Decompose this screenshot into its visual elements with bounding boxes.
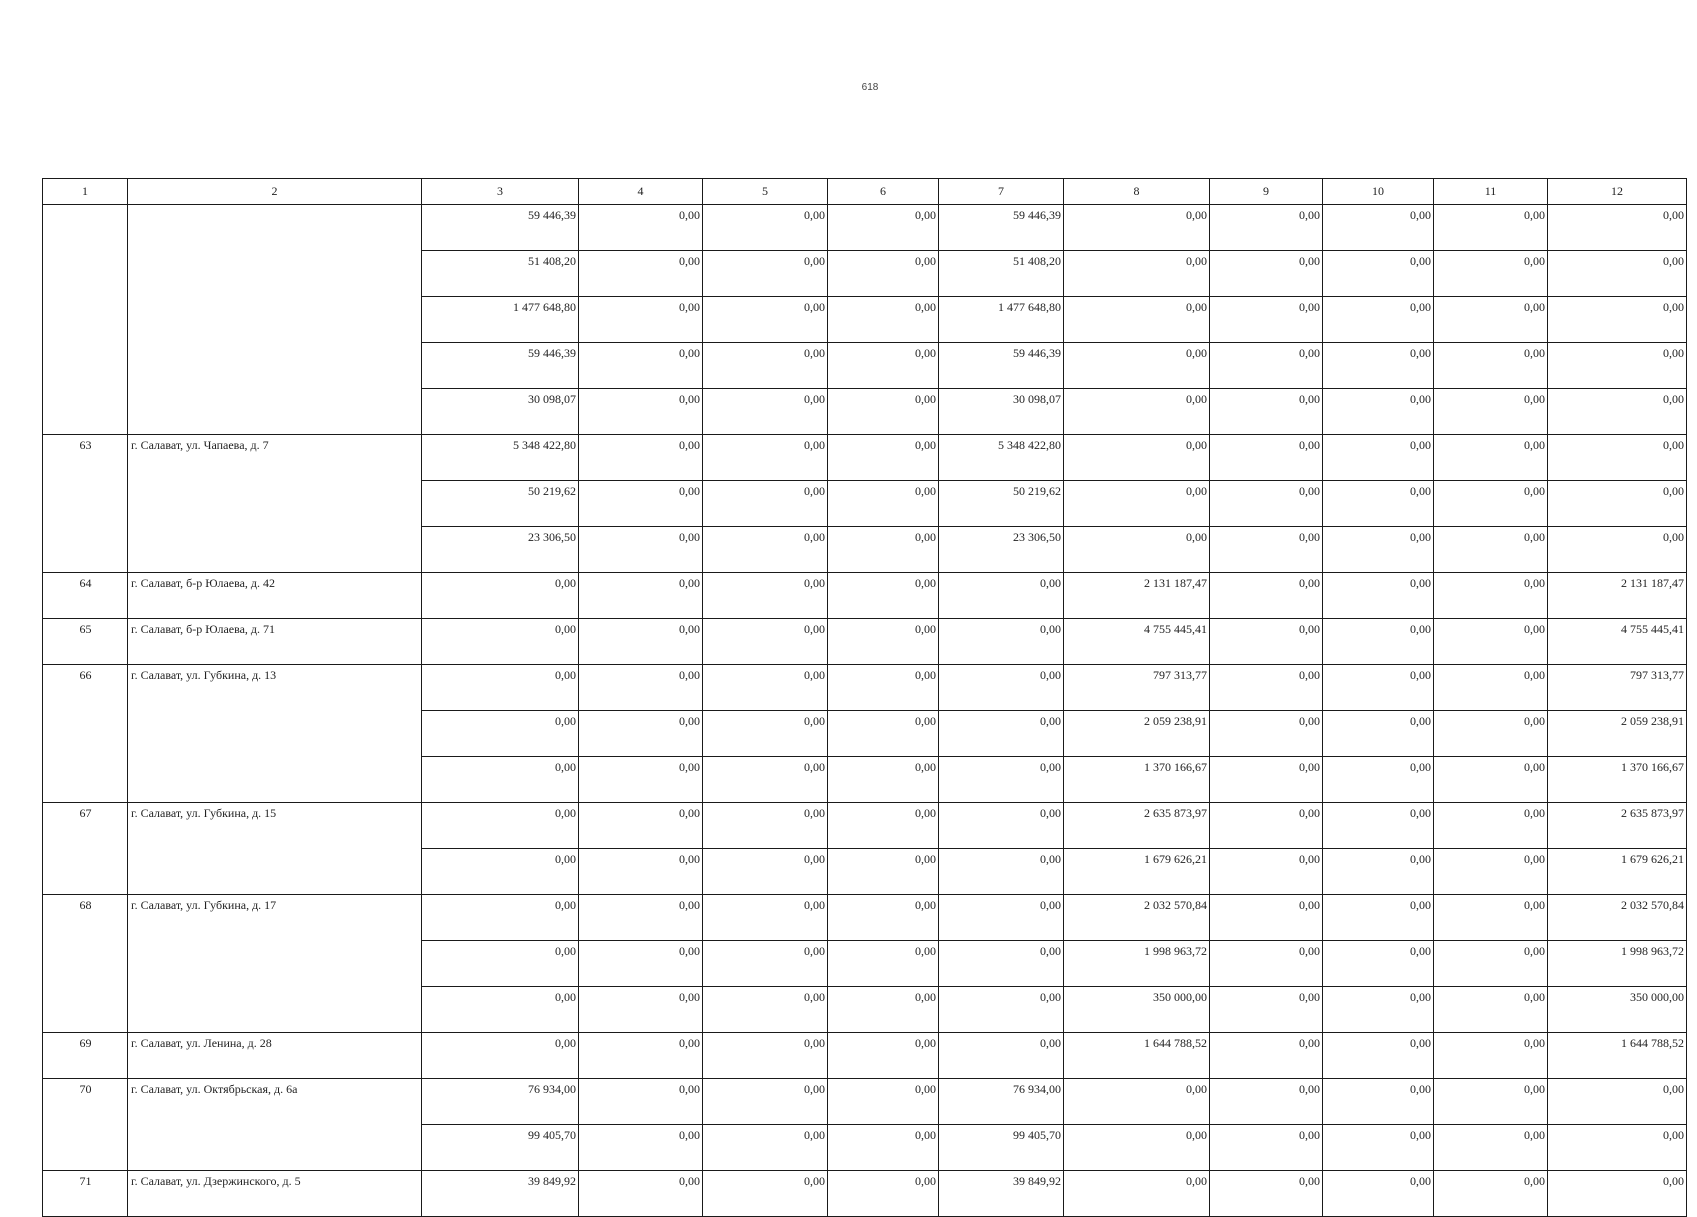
amount-cell: 0,00	[579, 527, 703, 573]
amount-cell: 0,00	[579, 251, 703, 297]
row-number-cell: 69	[43, 1033, 128, 1079]
column-header: 7	[939, 179, 1064, 205]
table-row	[43, 1033, 1687, 1079]
amount-cell: 0,00	[703, 251, 828, 297]
row-number-cell: 64	[43, 573, 128, 619]
amount-cell: 0,00	[1548, 251, 1687, 297]
amount-cell: 0,00	[1064, 297, 1210, 343]
amount-cell: 0,00	[1210, 1033, 1323, 1079]
amount-cell: 0,00	[939, 665, 1064, 711]
amount-cell: 0,00	[939, 619, 1064, 665]
column-header: 6	[828, 179, 939, 205]
amount-cell: 0,00	[1434, 1171, 1548, 1217]
row-number-cell: 65	[43, 619, 128, 665]
amount-cell: 0,00	[579, 1033, 703, 1079]
amount-cell: 0,00	[703, 481, 828, 527]
amount-cell: 0,00	[939, 573, 1064, 619]
amount-cell: 0,00	[1323, 573, 1434, 619]
amount-cell: 0,00	[939, 1033, 1064, 1079]
address-cell: г. Салават, ул. Чапаева, д. 7	[128, 435, 422, 573]
amount-cell: 0,00	[579, 665, 703, 711]
amount-cell: 350 000,00	[1548, 987, 1687, 1033]
amount-cell: 76 934,00	[422, 1079, 579, 1125]
amount-cell: 0,00	[1434, 251, 1548, 297]
amount-cell: 2 059 238,91	[1548, 711, 1687, 757]
amount-cell: 0,00	[579, 573, 703, 619]
amount-cell: 0,00	[828, 481, 939, 527]
amount-cell: 0,00	[1210, 757, 1323, 803]
amount-cell: 0,00	[828, 987, 939, 1033]
amount-cell: 2 032 570,84	[1064, 895, 1210, 941]
amount-cell: 0,00	[703, 711, 828, 757]
amount-cell: 0,00	[1434, 389, 1548, 435]
amount-cell: 0,00	[1323, 389, 1434, 435]
column-header: 12	[1548, 179, 1687, 205]
row-number-cell: 63	[43, 435, 128, 573]
amount-cell: 0,00	[1548, 1125, 1687, 1171]
amount-cell: 0,00	[1434, 1125, 1548, 1171]
amount-cell: 0,00	[579, 757, 703, 803]
amount-cell: 0,00	[828, 527, 939, 573]
amount-cell: 0,00	[1323, 205, 1434, 251]
amount-cell: 0,00	[1434, 297, 1548, 343]
amount-cell: 0,00	[1434, 1079, 1548, 1125]
amount-cell: 0,00	[422, 987, 579, 1033]
row-number-cell: 66	[43, 665, 128, 803]
amount-cell: 1 370 166,67	[1064, 757, 1210, 803]
amount-cell: 2 635 873,97	[1064, 803, 1210, 849]
amount-cell: 0,00	[1434, 1033, 1548, 1079]
address-cell: г. Салават, б-р Юлаева, д. 71	[128, 619, 422, 665]
amount-cell: 0,00	[828, 849, 939, 895]
page-number: 618	[861, 82, 879, 93]
row-number-cell: 68	[43, 895, 128, 1033]
table-row	[43, 435, 1687, 481]
amount-cell: 0,00	[703, 573, 828, 619]
amount-cell: 0,00	[1323, 1125, 1434, 1171]
amount-cell: 0,00	[828, 389, 939, 435]
amount-cell: 0,00	[1323, 941, 1434, 987]
amount-cell: 0,00	[703, 849, 828, 895]
amount-cell: 0,00	[1434, 573, 1548, 619]
amount-cell: 0,00	[1434, 987, 1548, 1033]
amount-cell: 0,00	[828, 665, 939, 711]
amount-cell: 0,00	[1323, 849, 1434, 895]
amount-cell: 0,00	[1548, 481, 1687, 527]
amount-cell: 0,00	[939, 803, 1064, 849]
amount-cell: 0,00	[1434, 803, 1548, 849]
amount-cell: 0,00	[422, 803, 579, 849]
column-header: 2	[128, 179, 422, 205]
amount-cell: 0,00	[939, 711, 1064, 757]
amount-cell: 0,00	[703, 1033, 828, 1079]
amount-cell: 0,00	[828, 941, 939, 987]
amount-cell: 0,00	[1210, 481, 1323, 527]
amount-cell: 0,00	[828, 343, 939, 389]
amount-cell: 0,00	[828, 1171, 939, 1217]
amount-cell: 0,00	[1548, 435, 1687, 481]
table-body	[43, 205, 1687, 1217]
amount-cell: 0,00	[579, 1171, 703, 1217]
amount-cell: 0,00	[422, 895, 579, 941]
amount-cell: 0,00	[1323, 297, 1434, 343]
amount-cell: 39 849,92	[422, 1171, 579, 1217]
amount-cell: 0,00	[1548, 297, 1687, 343]
amount-cell: 4 755 445,41	[1064, 619, 1210, 665]
amount-cell: 1 998 963,72	[1064, 941, 1210, 987]
amount-cell: 2 131 187,47	[1548, 573, 1687, 619]
amount-cell: 0,00	[828, 205, 939, 251]
amount-cell: 0,00	[939, 849, 1064, 895]
amount-cell: 50 219,62	[939, 481, 1064, 527]
amount-cell: 1 477 648,80	[939, 297, 1064, 343]
amount-cell: 0,00	[1323, 803, 1434, 849]
amount-cell: 99 405,70	[939, 1125, 1064, 1171]
address-cell: г. Салават, ул. Дзержинского, д. 5	[128, 1171, 422, 1217]
amount-cell: 0,00	[703, 1079, 828, 1125]
amount-cell: 0,00	[1210, 711, 1323, 757]
amount-cell: 0,00	[1210, 1079, 1323, 1125]
amount-cell: 0,00	[1064, 481, 1210, 527]
amount-cell: 0,00	[828, 757, 939, 803]
amount-cell: 0,00	[1434, 619, 1548, 665]
amount-cell: 1 998 963,72	[1548, 941, 1687, 987]
amount-cell: 0,00	[1210, 895, 1323, 941]
amount-cell: 0,00	[1210, 205, 1323, 251]
row-number-cell: 71	[43, 1171, 128, 1217]
amount-cell: 1 644 788,52	[1064, 1033, 1210, 1079]
amount-cell: 0,00	[1434, 895, 1548, 941]
amount-cell: 0,00	[422, 849, 579, 895]
amount-cell: 0,00	[1210, 251, 1323, 297]
amount-cell: 1 644 788,52	[1548, 1033, 1687, 1079]
amount-cell: 0,00	[1434, 343, 1548, 389]
amount-cell: 30 098,07	[939, 389, 1064, 435]
amount-cell: 0,00	[703, 435, 828, 481]
column-header: 3	[422, 179, 579, 205]
amount-cell: 0,00	[579, 987, 703, 1033]
amount-cell: 0,00	[1210, 619, 1323, 665]
amount-cell: 0,00	[1434, 481, 1548, 527]
amount-cell: 0,00	[828, 711, 939, 757]
address-cell: г. Салават, ул. Губкина, д. 17	[128, 895, 422, 1033]
column-number-header-row	[43, 179, 1687, 205]
amount-cell: 0,00	[1323, 757, 1434, 803]
amount-cell: 0,00	[1064, 343, 1210, 389]
amount-cell: 0,00	[703, 1125, 828, 1171]
amount-cell: 0,00	[1064, 251, 1210, 297]
table-row	[43, 895, 1687, 941]
column-header: 9	[1210, 179, 1323, 205]
amount-cell: 0,00	[939, 987, 1064, 1033]
amount-cell: 0,00	[1548, 1171, 1687, 1217]
table-row	[43, 619, 1687, 665]
amount-cell: 0,00	[828, 573, 939, 619]
row-number-cell	[43, 205, 128, 435]
financing-table	[42, 178, 1687, 1217]
amount-cell: 0,00	[1210, 573, 1323, 619]
amount-cell: 5 348 422,80	[939, 435, 1064, 481]
amount-cell: 0,00	[1434, 711, 1548, 757]
amount-cell: 0,00	[579, 297, 703, 343]
amount-cell: 0,00	[1434, 757, 1548, 803]
address-cell: г. Салават, ул. Губкина, д. 15	[128, 803, 422, 895]
amount-cell: 0,00	[939, 941, 1064, 987]
amount-cell: 1 370 166,67	[1548, 757, 1687, 803]
column-header: 11	[1434, 179, 1548, 205]
amount-cell: 0,00	[1064, 1171, 1210, 1217]
amount-cell: 0,00	[579, 895, 703, 941]
address-cell: г. Салават, ул. Губкина, д. 13	[128, 665, 422, 803]
amount-cell: 0,00	[579, 481, 703, 527]
amount-cell: 0,00	[703, 527, 828, 573]
amount-cell: 2 032 570,84	[1548, 895, 1687, 941]
row-number-cell: 67	[43, 803, 128, 895]
amount-cell: 0,00	[703, 757, 828, 803]
amount-cell: 0,00	[1323, 895, 1434, 941]
amount-cell: 0,00	[828, 1125, 939, 1171]
amount-cell: 0,00	[1323, 435, 1434, 481]
amount-cell: 0,00	[1323, 1033, 1434, 1079]
amount-cell: 0,00	[1210, 297, 1323, 343]
amount-cell: 797 313,77	[1548, 665, 1687, 711]
amount-cell: 350 000,00	[1064, 987, 1210, 1033]
amount-cell: 0,00	[939, 757, 1064, 803]
amount-cell: 0,00	[579, 941, 703, 987]
amount-cell: 0,00	[1434, 665, 1548, 711]
column-header: 1	[43, 179, 128, 205]
amount-cell: 0,00	[1210, 1125, 1323, 1171]
amount-cell: 0,00	[1064, 1125, 1210, 1171]
amount-cell: 0,00	[1210, 665, 1323, 711]
amount-cell: 0,00	[1064, 1079, 1210, 1125]
amount-cell: 0,00	[1323, 343, 1434, 389]
amount-cell: 0,00	[422, 941, 579, 987]
amount-cell: 0,00	[1323, 1079, 1434, 1125]
column-header: 4	[579, 179, 703, 205]
amount-cell: 0,00	[828, 435, 939, 481]
amount-cell: 0,00	[828, 619, 939, 665]
amount-cell: 0,00	[1548, 527, 1687, 573]
amount-cell: 0,00	[1064, 527, 1210, 573]
amount-cell: 0,00	[1210, 803, 1323, 849]
row-number-cell: 70	[43, 1079, 128, 1171]
amount-cell: 0,00	[1434, 205, 1548, 251]
amount-cell: 0,00	[1548, 343, 1687, 389]
amount-cell: 0,00	[1548, 205, 1687, 251]
amount-cell: 0,00	[1064, 205, 1210, 251]
amount-cell: 0,00	[703, 205, 828, 251]
amount-cell: 76 934,00	[939, 1079, 1064, 1125]
amount-cell: 23 306,50	[422, 527, 579, 573]
amount-cell: 0,00	[579, 803, 703, 849]
amount-cell: 2 635 873,97	[1548, 803, 1687, 849]
amount-cell: 0,00	[579, 343, 703, 389]
amount-cell: 0,00	[1210, 343, 1323, 389]
amount-cell: 0,00	[579, 1079, 703, 1125]
amount-cell: 4 755 445,41	[1548, 619, 1687, 665]
amount-cell: 0,00	[422, 573, 579, 619]
amount-cell: 0,00	[939, 895, 1064, 941]
amount-cell: 0,00	[1434, 849, 1548, 895]
amount-cell: 0,00	[828, 1033, 939, 1079]
amount-cell: 0,00	[1323, 527, 1434, 573]
amount-cell: 0,00	[1323, 1171, 1434, 1217]
amount-cell: 0,00	[1434, 941, 1548, 987]
amount-cell: 0,00	[422, 619, 579, 665]
amount-cell: 59 446,39	[939, 205, 1064, 251]
address-cell	[128, 205, 422, 435]
amount-cell: 0,00	[703, 941, 828, 987]
table-row	[43, 665, 1687, 711]
amount-cell: 0,00	[1323, 987, 1434, 1033]
amount-cell: 0,00	[1323, 619, 1434, 665]
amount-cell: 0,00	[1064, 389, 1210, 435]
column-header: 8	[1064, 179, 1210, 205]
amount-cell: 23 306,50	[939, 527, 1064, 573]
column-header: 10	[1323, 179, 1434, 205]
amount-cell: 0,00	[703, 1171, 828, 1217]
amount-cell: 0,00	[703, 619, 828, 665]
address-cell: г. Салават, ул. Ленина, д. 28	[128, 1033, 422, 1079]
amount-cell: 50 219,62	[422, 481, 579, 527]
amount-cell: 30 098,07	[422, 389, 579, 435]
amount-cell: 0,00	[703, 297, 828, 343]
amount-cell: 99 405,70	[422, 1125, 579, 1171]
column-header: 5	[703, 179, 828, 205]
amount-cell: 0,00	[1323, 251, 1434, 297]
amount-cell: 0,00	[579, 435, 703, 481]
amount-cell: 59 446,39	[422, 343, 579, 389]
address-cell: г. Салават, ул. Октябрьская, д. 6а	[128, 1079, 422, 1171]
amount-cell: 0,00	[1210, 527, 1323, 573]
amount-cell: 0,00	[579, 1125, 703, 1171]
amount-cell: 1 477 648,80	[422, 297, 579, 343]
amount-cell: 0,00	[579, 849, 703, 895]
amount-cell: 0,00	[703, 803, 828, 849]
amount-cell: 0,00	[1434, 435, 1548, 481]
amount-cell: 0,00	[1434, 527, 1548, 573]
amount-cell: 5 348 422,80	[422, 435, 579, 481]
amount-cell: 0,00	[1210, 389, 1323, 435]
amount-cell: 59 446,39	[939, 343, 1064, 389]
amount-cell: 0,00	[1210, 987, 1323, 1033]
table-row	[43, 1079, 1687, 1125]
amount-cell: 0,00	[703, 665, 828, 711]
amount-cell: 0,00	[703, 987, 828, 1033]
amount-cell: 0,00	[579, 619, 703, 665]
amount-cell: 0,00	[1323, 481, 1434, 527]
amount-cell: 51 408,20	[939, 251, 1064, 297]
amount-cell: 0,00	[1548, 389, 1687, 435]
table-row	[43, 1171, 1687, 1217]
amount-cell: 0,00	[1210, 849, 1323, 895]
amount-cell: 0,00	[579, 205, 703, 251]
amount-cell: 1 679 626,21	[1064, 849, 1210, 895]
amount-cell: 0,00	[1210, 941, 1323, 987]
amount-cell: 0,00	[1323, 711, 1434, 757]
address-cell: г. Салават, б-р Юлаева, д. 42	[128, 573, 422, 619]
amount-cell: 0,00	[1064, 435, 1210, 481]
amount-cell: 0,00	[579, 711, 703, 757]
amount-cell: 0,00	[703, 389, 828, 435]
amount-cell: 59 446,39	[422, 205, 579, 251]
amount-cell: 0,00	[1210, 435, 1323, 481]
amount-cell: 0,00	[828, 251, 939, 297]
amount-cell: 2 059 238,91	[1064, 711, 1210, 757]
amount-cell: 0,00	[828, 895, 939, 941]
amount-cell: 2 131 187,47	[1064, 573, 1210, 619]
table-row	[43, 573, 1687, 619]
table-row	[43, 803, 1687, 849]
amount-cell: 0,00	[422, 665, 579, 711]
table-row	[43, 205, 1687, 251]
amount-cell: 0,00	[422, 757, 579, 803]
amount-cell: 51 408,20	[422, 251, 579, 297]
amount-cell: 0,00	[1548, 1079, 1687, 1125]
amount-cell: 0,00	[703, 895, 828, 941]
amount-cell: 0,00	[422, 711, 579, 757]
amount-cell: 0,00	[579, 389, 703, 435]
amount-cell: 0,00	[1323, 665, 1434, 711]
amount-cell: 797 313,77	[1064, 665, 1210, 711]
amount-cell: 0,00	[828, 803, 939, 849]
amount-cell: 0,00	[422, 1033, 579, 1079]
amount-cell: 0,00	[828, 297, 939, 343]
amount-cell: 1 679 626,21	[1548, 849, 1687, 895]
amount-cell: 0,00	[1210, 1171, 1323, 1217]
amount-cell: 0,00	[703, 343, 828, 389]
amount-cell: 39 849,92	[939, 1171, 1064, 1217]
amount-cell: 0,00	[828, 1079, 939, 1125]
